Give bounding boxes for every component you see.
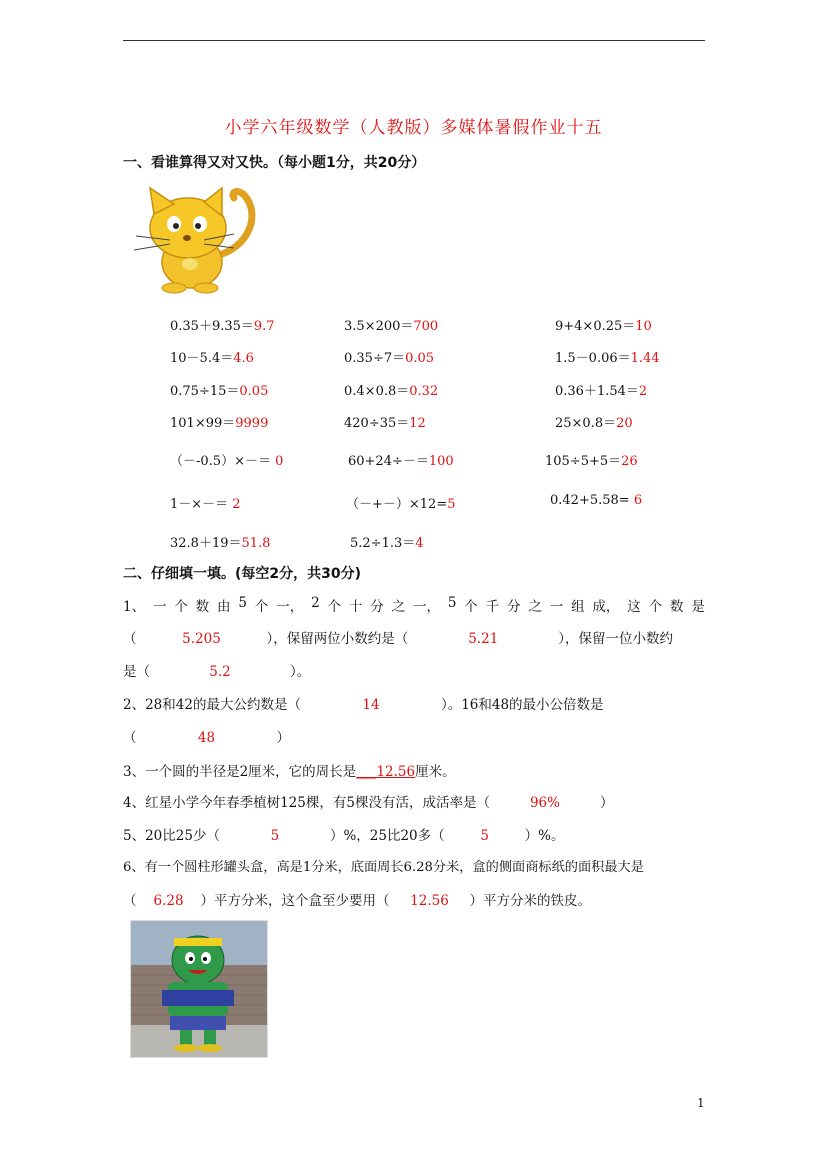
q1-line1-token: 是 bbox=[691, 599, 705, 615]
calc-item: 0.35＋9.35＝9.7 bbox=[170, 319, 275, 334]
q1-line1-token: 2 bbox=[311, 595, 320, 611]
q1-line1-token: 之 bbox=[391, 599, 406, 615]
q1-line1-token: 分 bbox=[370, 599, 384, 615]
q1-line1-token: 数 bbox=[670, 599, 684, 615]
calc-item: 32.8＋19＝51.8 bbox=[170, 536, 271, 551]
calc-item: 105÷5+5＝26 bbox=[545, 454, 638, 469]
section-1-heading: 一、看谁算得又对又快。（每小题1分，共20分） bbox=[123, 155, 426, 171]
q1-line1-token: 个 bbox=[174, 599, 188, 615]
calc-item: 101×99＝9999 bbox=[170, 416, 269, 431]
calc-item: 5.2÷1.3＝4 bbox=[350, 536, 424, 551]
q6-line-1: 6、有一个圆柱形罐头盒，高是1分米，底面周长6.28分米，盒的侧面商标纸的面积最大是 bbox=[123, 860, 644, 875]
q1-line1-token: 个 bbox=[464, 599, 478, 615]
q1-line1-token: 一 bbox=[549, 599, 564, 615]
calc-item: （－-0.5）×－＝ 0 bbox=[170, 454, 284, 469]
calc-item: 10－5.4＝4.6 bbox=[170, 351, 254, 366]
calc-item: 0.75÷15＝0.05 bbox=[170, 384, 269, 399]
section-2-heading: 二、仔细填一填。(每空2分，共30分) bbox=[123, 566, 362, 582]
q1-line1-token: 由 bbox=[217, 599, 231, 615]
calc-item: 3.5×200＝700 bbox=[344, 319, 439, 334]
calc-item: 0.4×0.8＝0.32 bbox=[344, 384, 439, 399]
q1-line1-token: 1、 bbox=[123, 599, 146, 615]
calc-item: 420÷35＝12 bbox=[344, 416, 426, 431]
q1-line1-token: 一 bbox=[152, 599, 167, 615]
q1-line1-token: 个 bbox=[254, 599, 269, 615]
q1-line-1 bbox=[123, 595, 705, 615]
q1-line1-token: 十 bbox=[348, 599, 363, 615]
q1-line-3: 是（ 5.2 ）。 bbox=[123, 664, 311, 680]
calc-item: （－+－）×12=5 bbox=[346, 497, 456, 512]
q1-line1-token: 分 bbox=[506, 599, 521, 615]
calc-item: 1－×－＝ 2 bbox=[170, 497, 241, 512]
q1-line1-token: 个 bbox=[327, 599, 342, 615]
q1-line1-token: 一， bbox=[412, 599, 440, 615]
q2-line-1: 2、28和42的最大公约数是（ 14 ）。16和48的最小公倍数是 bbox=[123, 697, 604, 713]
q1-line1-token: 这 bbox=[627, 599, 641, 615]
mascot-photo bbox=[130, 920, 268, 1058]
q2-line-2: （ 48 ） bbox=[123, 730, 290, 746]
q1-line1-token: 数 bbox=[195, 599, 210, 615]
q1-line1-token: 一， bbox=[276, 599, 304, 615]
q1-line1-token: 5 bbox=[238, 595, 247, 611]
q1-line-2: （ 5.205 ），保留两位小数约是（ 5.21 ），保留一位小数约 bbox=[123, 631, 673, 647]
q4-line: 4、红星小学今年春季植树125棵，有5棵没有活，成活率是（ 96% ） bbox=[123, 795, 614, 811]
cartoon-cat-image bbox=[130, 184, 265, 296]
calc-item: 0.42+5.58= 6 bbox=[550, 493, 643, 508]
q1-line1-token: 成， bbox=[592, 599, 620, 615]
q1-line1-token: 之 bbox=[528, 599, 542, 615]
page-number: 1 bbox=[697, 1096, 705, 1110]
q1-line1-token: 个 bbox=[648, 599, 663, 615]
calc-item: 1.5－0.06＝1.44 bbox=[555, 351, 660, 366]
q5-line: 5、20比25少（ 5 ）%，25比20多（ 5 ）%。 bbox=[123, 828, 565, 844]
q6-line-2: （ 6.28 ）平方分米，这个盒至少要用（ 12.56 ）平方分米的铁皮。 bbox=[123, 893, 591, 909]
header-rule bbox=[123, 40, 705, 41]
calc-item: 0.35÷7＝0.05 bbox=[344, 351, 435, 366]
q1-line1-token: 5 bbox=[447, 595, 457, 611]
page-title: 小学六年级数学（人教版）多媒体暑假作业十五 bbox=[224, 118, 603, 138]
q1-line1-token: 千 bbox=[485, 599, 500, 615]
calc-item: 9+4×0.25＝10 bbox=[555, 319, 652, 334]
calc-item: 25×0.8＝20 bbox=[555, 416, 633, 431]
q1-line1-token: 组 bbox=[571, 599, 585, 615]
calc-item: 60+24÷－＝100 bbox=[348, 454, 454, 469]
calc-item: 0.36＋1.54＝2 bbox=[555, 384, 648, 399]
q3-line: 3、一个圆的半径是2厘米，它的周长是___12.56厘米。 bbox=[123, 764, 456, 780]
